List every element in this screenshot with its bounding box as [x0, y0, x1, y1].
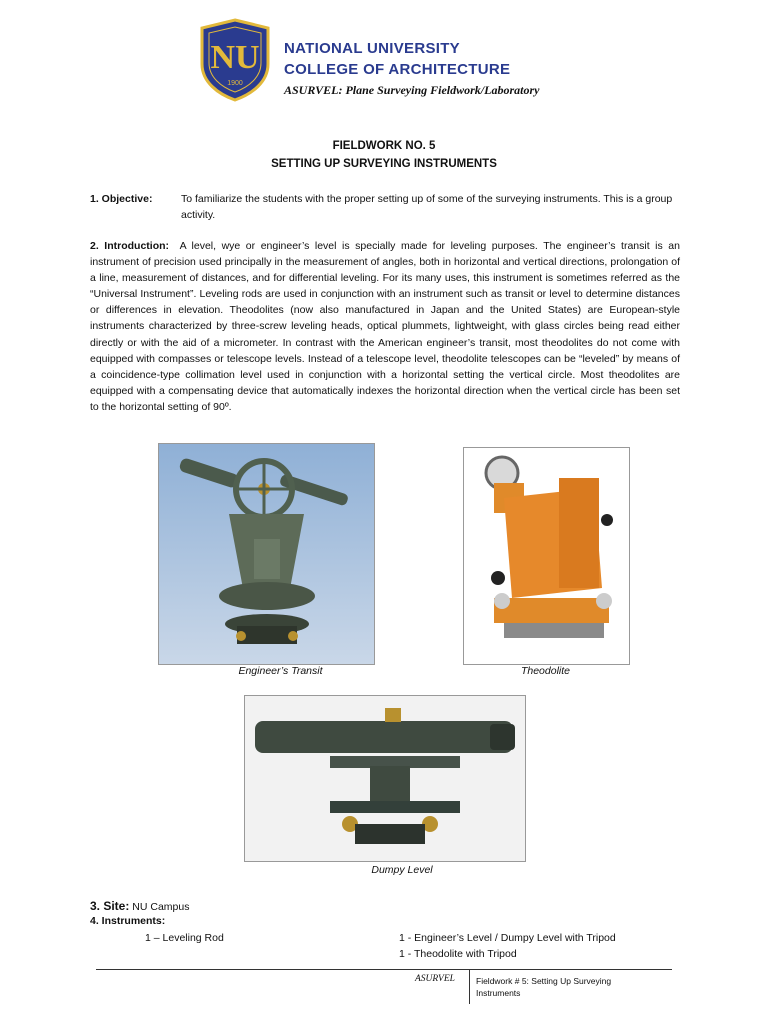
footer-course: ASURVEL — [415, 974, 455, 984]
theodolite-caption: Theodolite — [520, 665, 571, 677]
instruments-label: 4. Instruments: — [90, 915, 166, 927]
university-seal-icon — [198, 18, 272, 102]
seal-monogram: NU — [210, 39, 260, 76]
engineers-transit-caption: Engineer’s Transit — [238, 665, 323, 677]
college-name: COLLEGE OF ARCHITECTURE — [284, 61, 511, 78]
footer-fieldwork-title: Fieldwork # 5: Setting Up Surveying Instruments — [476, 976, 612, 998]
university-name: NATIONAL UNIVERSITY — [284, 40, 460, 57]
instrument-item: 1 - Theodolite with Tripod — [399, 948, 517, 960]
dumpy-level-caption: Dumpy Level — [371, 864, 433, 876]
site-section — [90, 899, 189, 913]
course-subtitle: ASURVEL: Plane Surveying Fieldwork/Laboratory — [284, 83, 540, 97]
fieldwork-number: FIELDWORK NO. 5 — [332, 140, 436, 152]
dumpy-level-photo — [244, 695, 526, 862]
engineers-transit-photo — [158, 443, 375, 665]
footer-separator — [469, 970, 470, 1004]
footer-divider — [96, 969, 672, 970]
instrument-item: 1 – Leveling Rod — [145, 932, 224, 944]
introduction-text: A level, wye or engineer’s level is specially made for leveling purposes. The engineer’s transit is an instrument of precision used principally in the measurement of angles, both in horizontal and vertical directions, prolongation of a line, measurement of distances, and for differential leveling. For its many uses, this instrument is sometimes referred as the “Universal Instrument”. Leveling rods are used in conjunction with an instrument such as transit or level to determine distances or differences in elevation. Theodolites (now also manufactured in Japan and the United States) are European-style instruments characterized by three-screw leveling heads, optical plummets, lightweight, with glass circles being read either directly or with the aid of a micrometer. In contrast with the American engineer’s transit, most theodolites do not come with equipped with compasses or telescope levels. Instead of a telescope level, theodolite telescopes can be “leveled” by means of a coincidence-type collimation level used in conjunction with a horizontal setting the vertical circle. Most theodolites are equipped with a compensating device that automatically indexes the horizontal direction when the vertical circle has been set to the horizontal setting of 90º. — [90, 240, 680, 413]
introduction-label: 2. Introduction: — [90, 240, 170, 252]
document-header — [198, 18, 578, 106]
fieldwork-title: SETTING UP SURVEYING INSTRUMENTS — [271, 158, 497, 170]
objective-label: 1. Objective: — [90, 193, 153, 205]
seal-year: 1900 — [227, 80, 243, 87]
instrument-item: 1 - Engineer’s Level / Dumpy Level with Tripod — [399, 932, 616, 944]
site-value: NU Campus — [132, 901, 190, 913]
introduction-section — [90, 238, 680, 415]
theodolite-photo — [463, 447, 630, 665]
site-label: 3. Site: — [90, 899, 130, 913]
objective-text: To familiarize the students with the proper setting up of some of the surveying instruments. This is a group activity. — [181, 193, 673, 221]
